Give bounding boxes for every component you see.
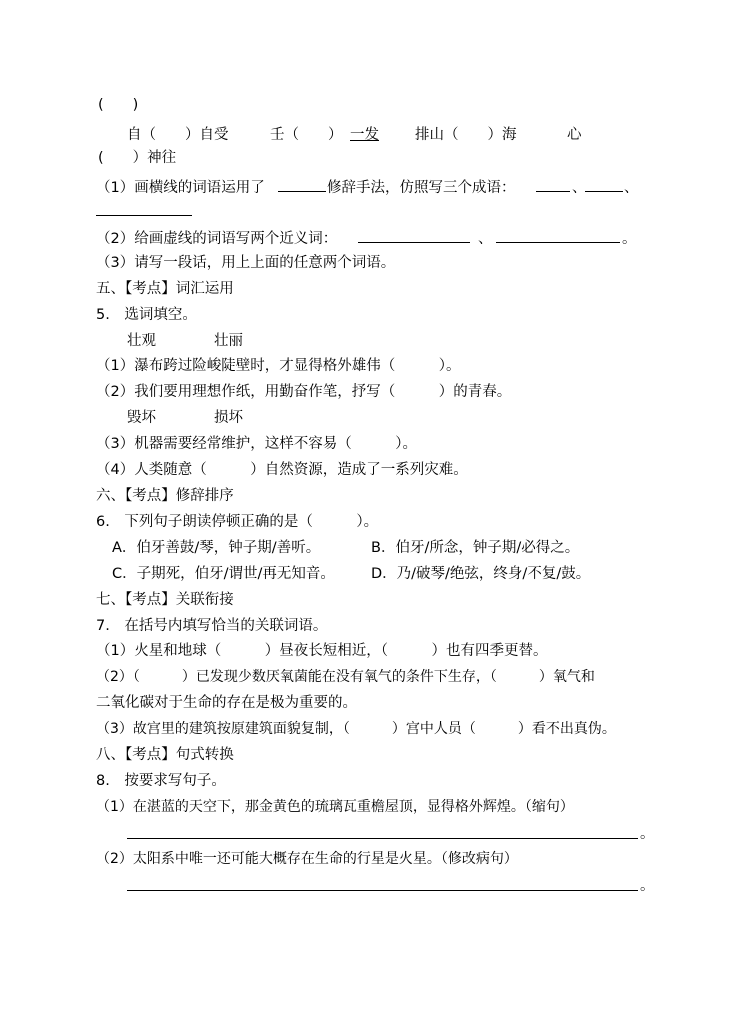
q4-1-sep: 、 <box>572 180 587 196</box>
idiom-4-end: ( ）神往 <box>98 150 177 166</box>
question-5: 5. 选词填空。 <box>96 307 197 323</box>
question-7: 7. 在括号内填写恰当的关联词语。 <box>96 618 328 634</box>
idiom-1: 自（ ）自受 <box>127 127 229 143</box>
option-c: C．子期死，伯牙/谓世/再无知音。 <box>112 566 335 582</box>
blank-paren: ( ) <box>98 97 139 113</box>
question-7-3: （3）故宫里的建筑按原建筑面貌复制，（ ）宫中人员（ ）看不出真伪。 <box>96 721 616 737</box>
question-5-1: （1）瀑布跨过险峻陡壁时，才显得格外雄伟（ ）。 <box>96 358 461 374</box>
q4-1-text-b: 修辞手法，仿照写三个成语： <box>327 180 516 196</box>
answer-blank[interactable] <box>278 191 326 192</box>
q4-2-sep: 、 <box>478 231 493 247</box>
question-6: 6. 下列句子朗读停顿正确的是（ ）。 <box>96 514 379 530</box>
question-8-2: （2）太阳系中唯一还可能大概存在生命的行星是火星。（修改病句） <box>96 851 518 867</box>
question-5-3: （3）机器需要经常维护，这样不容易（ ）。 <box>96 436 417 452</box>
answer-line-8-2[interactable] <box>127 890 638 891</box>
answer-blank[interactable] <box>585 191 623 192</box>
question-8-1: （1）在湛蓝的天空下，那金黄色的琉璃瓦重檐屋顶，显得格外辉煌。（缩句） <box>96 799 574 815</box>
section-5-heading: 五、【考点】词汇运用 <box>96 281 234 297</box>
question-7-2-line1: （2）（ ）已发现少数厌氧菌能在没有氧气的条件下生存，（ ）氧气和 <box>96 669 595 685</box>
section-6-heading: 六、【考点】修辞排序 <box>96 488 234 504</box>
q4-1-text-a: （1）画横线的词语运用了 <box>96 180 265 196</box>
idiom-3: 排山（ ）海 <box>415 127 517 143</box>
idiom-2-underlined: 一发 <box>350 127 379 143</box>
section-8-heading: 八、【考点】句式转换 <box>96 747 234 763</box>
idiom-2-start: 壬（ ） <box>270 127 343 143</box>
question-4-3: （3）请写一段话，用上上面的任意两个词语。 <box>96 255 396 271</box>
answer-line-8-1[interactable] <box>127 838 638 839</box>
section-7-heading: 七、【考点】关联衔接 <box>96 592 234 608</box>
q4-2-end: 。 <box>622 231 637 247</box>
idiom-4-start: 心 <box>567 127 582 143</box>
q4-2-text: （2）给画虚线的词语写两个近义词： <box>96 231 338 247</box>
option-a: A．伯牙善鼓/琴，钟子期/善听。 <box>112 540 321 556</box>
answer-8-1-end: 。 <box>640 826 655 842</box>
answer-blank[interactable] <box>358 242 470 243</box>
question-5-2: （2）我们要用理想作纸，用勤奋作笔，抒写（ ）的青春。 <box>96 384 512 400</box>
option-d: D．乃/破琴/绝弦，终身/不复/鼓。 <box>371 566 591 582</box>
word-choice-1: 壮观 壮丽 <box>127 333 243 349</box>
answer-blank[interactable] <box>496 242 620 243</box>
answer-blank[interactable] <box>96 215 192 216</box>
answer-blank[interactable] <box>536 191 570 192</box>
option-b: B．伯牙/所念，钟子期/必得之。 <box>371 540 580 556</box>
word-choice-2: 毁坏 损坏 <box>127 410 243 426</box>
question-5-4: （4）人类随意（ ）自然资源，造成了一系列灾难。 <box>96 462 468 478</box>
q4-1-sep: 、 <box>624 180 639 196</box>
question-8: 8. 按要求写句子。 <box>96 773 226 789</box>
answer-8-2-end: 。 <box>640 878 655 894</box>
question-7-2-line2: 二氧化碳对于生命的存在是极为重要的。 <box>96 695 357 711</box>
question-7-1: （1）火星和地球（ ）昼夜长短相近，（ ）也有四季更替。 <box>96 643 548 659</box>
